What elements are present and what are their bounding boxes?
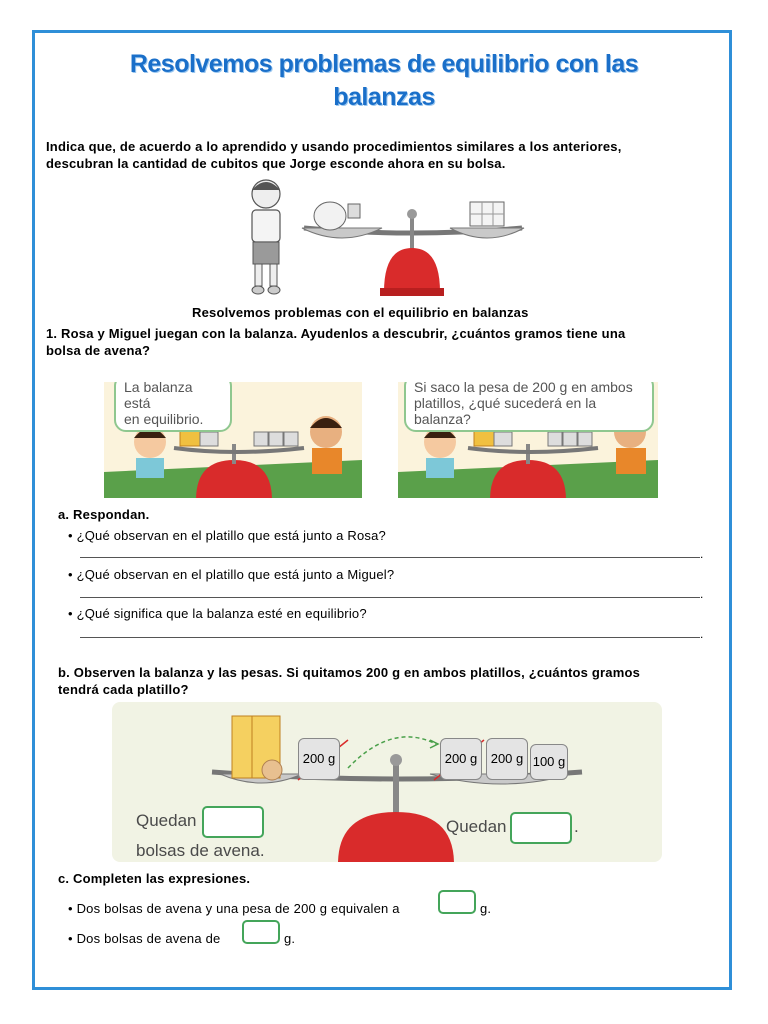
answer-period-a3: . xyxy=(700,627,704,641)
section-c-heading: c. Completen las expresiones. xyxy=(58,871,251,886)
jorge-scale-illustration xyxy=(232,172,532,302)
page-title xyxy=(40,48,728,114)
speech-bubble-left xyxy=(114,382,232,432)
expression-c2-unit: g. xyxy=(284,931,296,946)
expression-c2: • Dos bolsas de avena de xyxy=(68,931,221,946)
section-a-heading: a. Respondan. xyxy=(58,507,150,522)
intro-line-1: Indica que, de acuerdo a lo aprendido y usando procedimientos similares a los anteriores, xyxy=(46,139,622,154)
big-scale-illustration xyxy=(112,702,662,862)
weight-200-right-2: 200 g xyxy=(486,738,528,780)
quedan-right-label: Quedan xyxy=(446,817,507,836)
title-line-2: balanzas xyxy=(333,83,435,111)
weight-100-right: 100 g xyxy=(530,744,568,780)
weight-200-right-1: 200 g xyxy=(440,738,482,780)
answer-box-right[interactable] xyxy=(510,812,572,844)
answer-line-a3[interactable] xyxy=(80,637,700,638)
bubble-right-line-2: platillos, ¿qué sucederá en la balanza? xyxy=(414,395,597,427)
subtitle: Resolvemos problemas con el equilibrio en balanzas xyxy=(192,305,529,320)
small-scale xyxy=(302,202,524,296)
scale-exercise-panel xyxy=(112,702,662,862)
bubble-right-line-1: Si saco la pesa de 200 g en ambos xyxy=(414,382,633,395)
speech-bubble-right xyxy=(404,382,654,432)
illustration-rosa-miguel-2 xyxy=(398,382,658,498)
section-b-line-2: tendrá cada platillo? xyxy=(58,682,189,697)
illustration-rosa-miguel-1 xyxy=(104,382,362,498)
answer-box-left[interactable] xyxy=(202,806,264,838)
intro-line-2: descubran la cantidad de cubitos que Jorge esconde ahora en su bolsa. xyxy=(46,156,506,171)
question-1-line-2: bolsa de avena? xyxy=(46,343,151,358)
answer-period-a1: . xyxy=(700,547,704,561)
expression-c1: • Dos bolsas de avena y una pesa de 200 g equivalen a xyxy=(68,901,400,916)
title-line-1: Resolvemos problemas de equilibrio con las xyxy=(129,50,639,78)
bubble-left-line-2: en equilibrio. xyxy=(124,411,204,427)
bolsas-avena-label: bolsas de avena. xyxy=(136,841,265,860)
quedan-right-period: . xyxy=(574,817,579,836)
expression-c1-unit: g. xyxy=(480,901,492,916)
bubble-left-line-1: La balanza está xyxy=(124,382,193,411)
answer-line-a1[interactable] xyxy=(80,557,700,558)
section-b-heading xyxy=(58,664,728,698)
question-a2: • ¿Qué observan en el platillo que está junto a Miguel? xyxy=(68,567,395,582)
question-a1: • ¿Qué observan en el platillo que está junto a Rosa? xyxy=(68,528,386,543)
quedan-left-label: Quedan xyxy=(136,811,197,830)
answer-box-c2[interactable] xyxy=(242,920,280,944)
boy-jorge xyxy=(252,180,280,294)
weight-200-left: 200 g xyxy=(298,738,340,780)
answer-box-c1[interactable] xyxy=(438,890,476,914)
intro-text xyxy=(46,138,726,172)
answer-period-a2: . xyxy=(700,587,704,601)
question-a3: • ¿Qué significa que la balanza esté en equilibrio? xyxy=(68,606,367,621)
section-b-line-1: b. Observen la balanza y las pesas. Si quitamos 200 g en ambos platillos, ¿cuántos gramos xyxy=(58,665,641,680)
question-1-line-1: 1. Rosa y Miguel juegan con la balanza. Ayudenlos a descubrir, ¿cuántos gramos tiene una xyxy=(46,326,626,341)
question-1 xyxy=(46,325,736,359)
answer-line-a2[interactable] xyxy=(80,597,700,598)
